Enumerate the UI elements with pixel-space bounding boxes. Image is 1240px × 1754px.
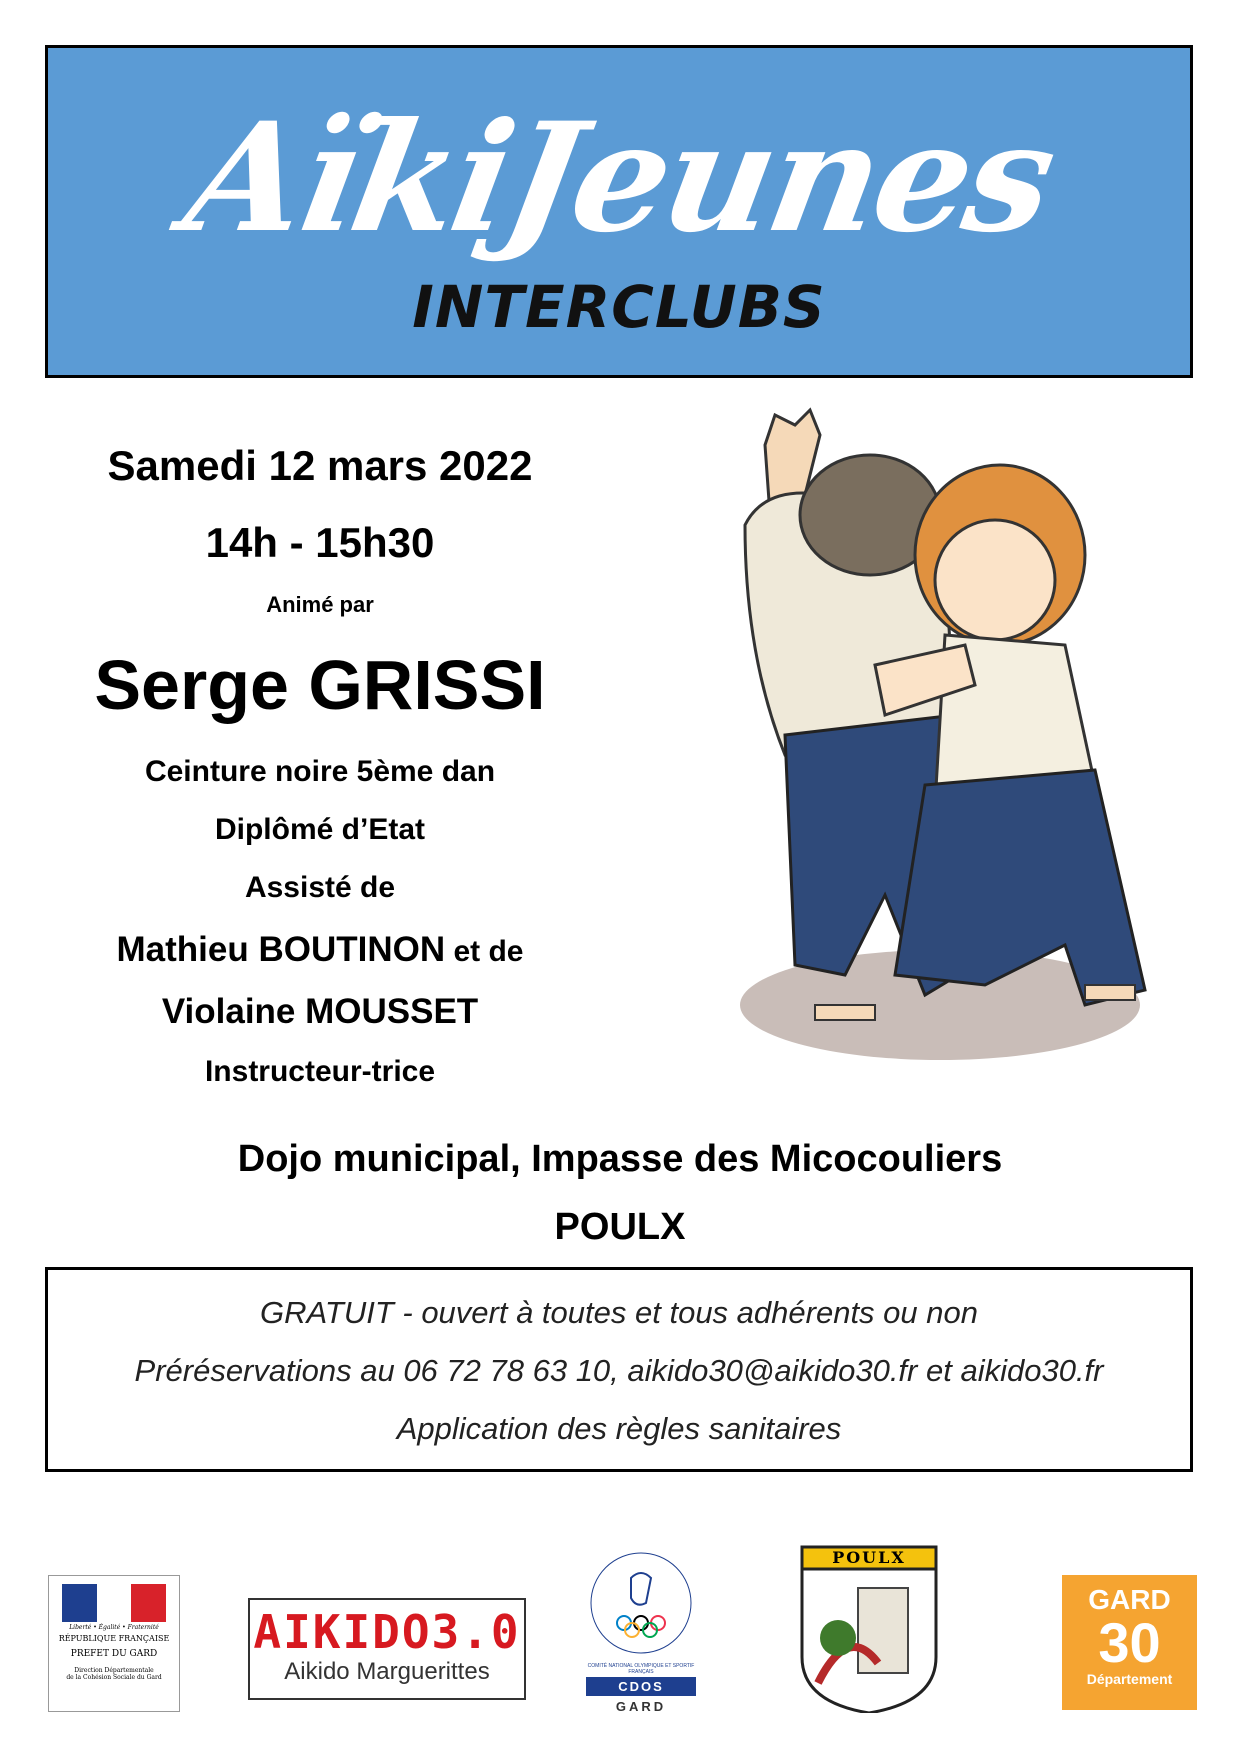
info-sanitary: Application des règles sanitaires [396,1411,842,1446]
prefet-title: PREFET DU GARD [70,1649,158,1659]
poulx-name: POULX [832,1548,906,1567]
cdos-gard: GARD [615,1699,667,1714]
aikido-illustration [725,405,1155,1065]
cdos-logo [586,1548,696,1723]
aikido-marguerittes-logo [248,1598,526,1700]
prefet-direction-2: de la Cohésion Sociale du Gard [66,1674,162,1681]
instructor-rank: Ceinture noire 5ème dan [144,755,496,788]
venue-city: POULX [554,1206,686,1248]
assisted-label: Assisté de [244,871,396,904]
gard-departement: Département [1086,1671,1173,1687]
event-date: Samedi 12 mars 2022 [107,442,533,489]
cdos-ring-text: COMITÉ NATIONAL OLYMPIQUE ET SPORTIF FRANÇAIS [587,1663,695,1675]
assistant-1-suffix: et de [445,935,524,968]
led-by-label: Animé par [266,592,374,617]
assistant-role: Instructeur-trice [204,1055,436,1088]
event-details [60,0,580,1754]
prefet-direction-1: Direction Départementale [74,1667,154,1674]
instructor-diploma: Diplômé d’Etat [214,813,425,846]
info-box [45,1267,1193,1472]
assistant-1-name: Mathieu BOUTINON [116,930,446,969]
gard-department-logo [1062,1575,1197,1710]
cdos-band: CDOS [586,1677,696,1696]
info-free: GRATUIT - ouvert à toutes et tous adhérents ou non [260,1295,978,1330]
poulx-crest [798,1543,940,1713]
banner-subtitle: INTERCLUBS [412,273,826,341]
aikido-club-name: Aikido Marguerittes [284,1658,490,1685]
info-reservation: Préréservations au 06 72 78 63 10, aikido30@aikido30.fr et aikido30.fr [134,1353,1104,1388]
gard-number: 30 [1098,1611,1161,1674]
instructor-name: Serge GRISSI [94,646,546,724]
event-time: 14h - 15h30 [205,519,435,566]
assistant-1 [60,930,580,970]
prefet-logo [48,1575,180,1712]
aikido-mark: AIKIDO3.0 [253,1605,521,1659]
prefet-republique: RÉPUBLIQUE FRANÇAISE [58,1634,170,1643]
rooster-rings-icon [586,1548,696,1658]
prefet-motto: Liberté • Égalité • Fraternité [69,1624,159,1631]
banner-title: AïkiJeunes [174,90,1064,266]
marianne-flag-icon [62,1584,166,1622]
venue-address: Dojo municipal, Impasse des Micocouliers [237,1138,1003,1180]
assistant-2: Violaine MOUSSET [161,992,479,1031]
gard-label: GARD [1088,1584,1171,1615]
poulx-shield-icon [798,1543,940,1713]
